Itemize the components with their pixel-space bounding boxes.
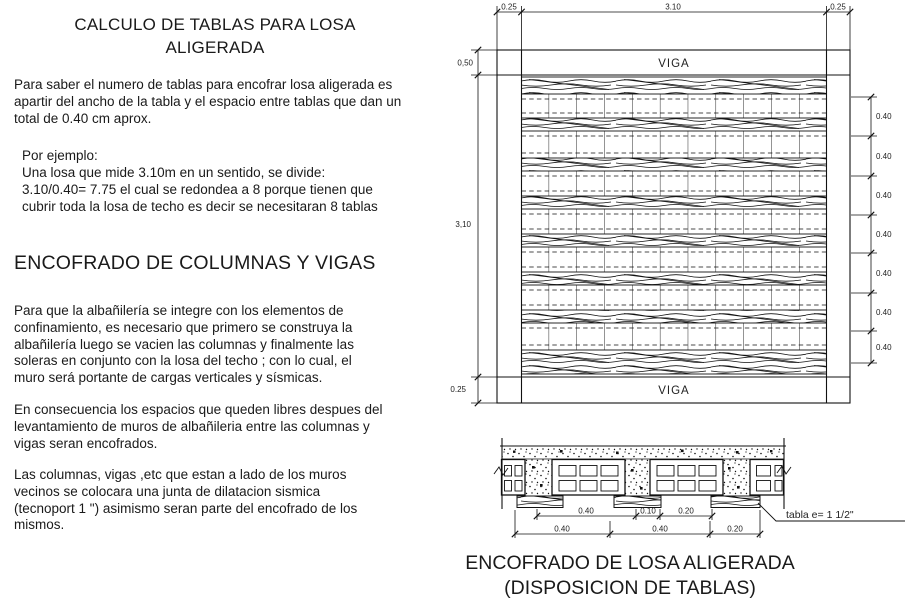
cross-section (494, 438, 905, 538)
intro-paragraph: Para saber el numero de tablas para encofrar losa aligerada es apartir del ancho de la tabla y el espacio entre tablas que dan un total de 0.40 cm aprox. (14, 77, 402, 126)
joist-grid (522, 94, 827, 118)
viga-bottom-label: VIGA (658, 385, 690, 397)
example-line: Por ejemplo: (22, 148, 98, 163)
tabla-band (522, 350, 827, 374)
formwork-planks (517, 496, 760, 508)
dim-label: 0,50 (457, 58, 473, 68)
dim-label: 0.40 (876, 343, 892, 352)
concrete-area (502, 446, 784, 495)
tabla-band (522, 118, 827, 131)
plank (711, 496, 760, 508)
example-line: Una losa que mide 3.10m en un sentido, se divide: (22, 165, 326, 180)
right-dimension-chain (851, 94, 892, 366)
dim-label: 0.40 (876, 269, 892, 278)
dim-label: 0.40 (876, 191, 892, 200)
dim-label: 0.25 (830, 2, 846, 12)
joist-grid (522, 209, 827, 234)
dim-label: 0.20 (727, 524, 743, 534)
tabla-thickness-note: tabla e= 1 1/2" (786, 509, 854, 521)
tabla-band (522, 196, 827, 209)
dim-label: 0.40 (876, 230, 892, 239)
technical-drawing (440, 0, 917, 545)
joist-grid (522, 131, 827, 158)
dim-label: 0.10 (640, 506, 656, 516)
dim-label: 0.40 (876, 112, 892, 121)
page-title: CALCULO DE TABLAS PARA LOSA ALIGERADA (74, 15, 356, 57)
tabla-band (522, 77, 827, 94)
left-dimension-chain (450, 47, 499, 406)
example-line: 3.10/0.40= 7.75 el cual se redondea a 8 porque tienen que (22, 182, 373, 197)
section-dim-row-1 (534, 507, 715, 521)
caption-line-2: (DISPOSICION DE TABLAS) (504, 577, 756, 599)
top-dimension-chain (494, 3, 853, 51)
dim-label: 3,10 (455, 220, 471, 229)
plank (517, 496, 563, 508)
dim-label: 0.40 (578, 506, 594, 516)
tabla-band (522, 158, 827, 171)
paragraph-albanileria: Para que la albañilería se integre con los elementos de confinamiento, es necesario que primero se construya la albañilería luego se vacien las columnas y finalmente las soleras en conjunto con la losa del techo ; con lo cual, el muro será portante de cargas verticales y sísmicas. (14, 303, 354, 386)
dim-label: 0.25 (450, 385, 466, 394)
dim-label: 3.10 (665, 2, 681, 12)
joist-grid (522, 285, 827, 310)
caption-line-1: ENCOFRADO DE LOSA ALIGERADA (465, 552, 795, 574)
section-heading-encofrado-columnas: ENCOFRADO DE COLUMNAS Y VIGAS (14, 252, 376, 274)
joist-grid (522, 247, 827, 272)
dim-label: 0.40 (554, 524, 570, 534)
dim-label: 0.40 (876, 152, 892, 161)
example-block (22, 147, 378, 215)
example-line: cubrir toda la losa de techo es decir se necesitaran 8 tablas (22, 199, 378, 214)
dim-label: 0.20 (678, 506, 694, 516)
tabla-band (522, 310, 827, 323)
viga-top-label: VIGA (658, 58, 690, 70)
joist-grid (522, 171, 827, 196)
tabla-band (522, 234, 827, 247)
dim-label: 0.40 (876, 308, 892, 317)
plan-view (450, 3, 892, 407)
joist-grid (522, 323, 827, 350)
paragraph-columnas-vigas: Las columnas, vigas ,etc que estan a lado de los muros vecinos se colocara una junta de dilatacion sismica (tecnoport 1 ") asimismo seran parte del encofrado de los mismos. (14, 467, 358, 533)
dim-label: 0.25 (501, 2, 517, 12)
drawing-caption (440, 551, 820, 601)
paragraph-consecuencia: En consecuencia los espacios que queden libres despues del levantamiento de muros de albañileria entre las columnas y vigas seran encofrados. (14, 402, 383, 451)
tabla-band (522, 272, 827, 285)
dim-label: 0.40 (652, 524, 668, 534)
